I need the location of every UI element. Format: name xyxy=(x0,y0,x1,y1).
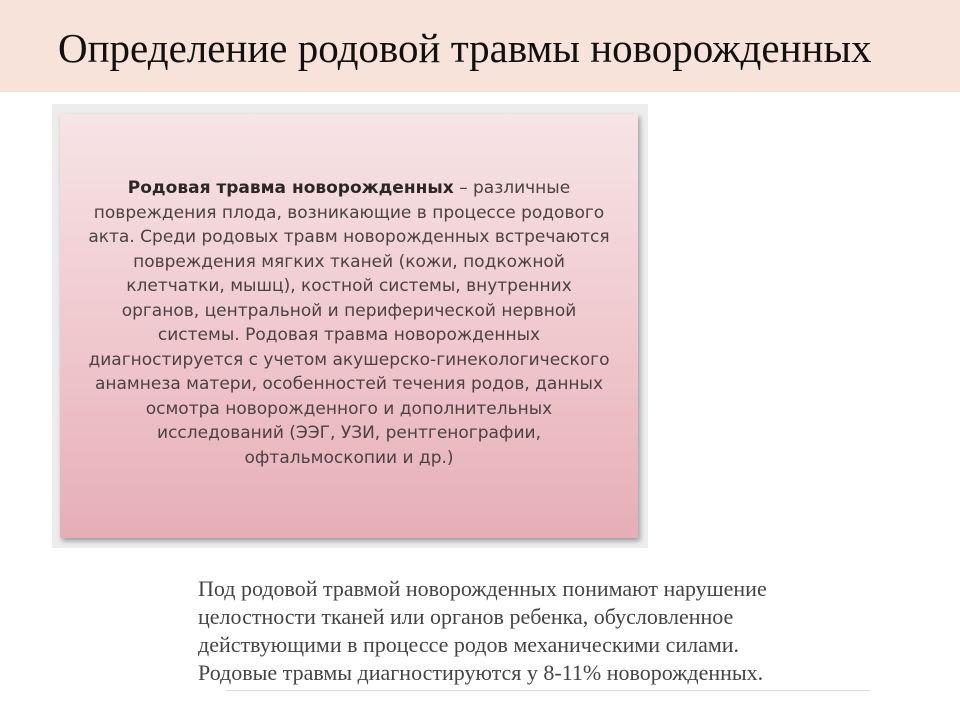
divider xyxy=(226,690,870,691)
summary-line-2: целостности тканей или органов ребенка, обусловленное xyxy=(198,604,734,629)
definition-image-frame xyxy=(52,104,648,548)
summary-line-1: Под родовой травмой новорожденных понимают нарушение xyxy=(198,576,767,601)
definition-text xyxy=(88,176,610,470)
summary-line-3: действующими в процессе родов механическими силами. xyxy=(198,632,740,657)
slide-title: Определение родовой травмы новорожденных xyxy=(58,25,872,71)
definition-body: – различные повреждения плода, возникающие в процессе родового акта. Среди родовых травм новорожденных встречаются повреждения мягких тканей (кожи, подкожной клетчатки, мышц), костной системы, внутренних органов, центральной и периферической нервной системы. Родовая травма новорожденных диагностируется с учетом акушерско-гинекологического анамнеза матери, особенностей течения родов, данных осмотра новорожденного и дополнительных исследований (ЭЭГ, УЗИ, рентгенографии, офтальмоскопии и др.) xyxy=(88,178,610,468)
definition-card xyxy=(60,114,638,538)
definition-term: Родовая травма новорожденных xyxy=(127,178,454,198)
summary-paragraph xyxy=(198,575,898,687)
summary-line-4: Родовые травмы диагностируются у 8-11% новорожденных. xyxy=(198,660,764,685)
title-band xyxy=(0,0,960,92)
